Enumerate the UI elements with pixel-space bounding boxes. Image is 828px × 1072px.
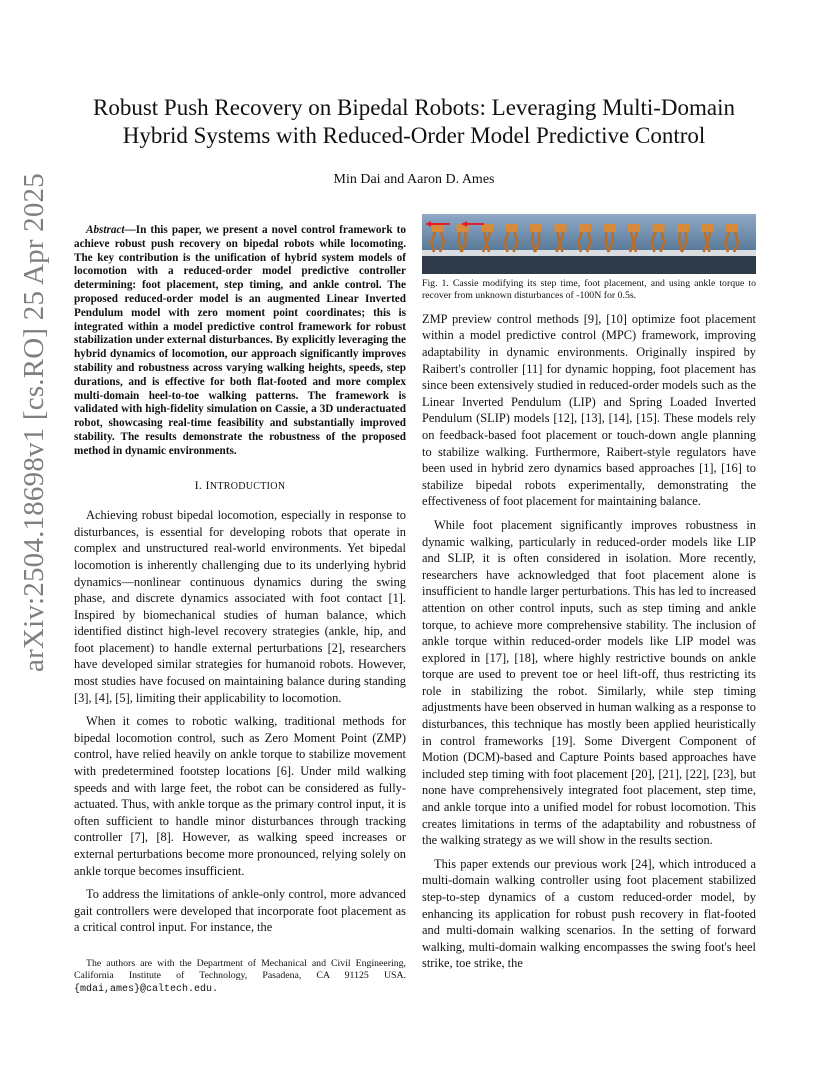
- paragraph: To address the limitations of ankle-only control, more advanced gait controllers were developed that incorporate foot placement as a critical control input. For instance, the: [74, 887, 406, 935]
- paper-authors: Min Dai and Aaron D. Ames: [333, 172, 495, 187]
- paragraph: While foot placement significantly improves robustness in dynamic walking, particularly in reduced-order models like LIP and SLIP, it is often considered in isolation. More recently, researchers have acknowledged that foot placement alone is insufficient to handle larger perturbations. This has led to increased attention on other control inputs, such as step timing and ankle torque, to achieve more comprehensive stability. The inclusion of ankle torque within reduced-order models like LIP model was explored in [17], [18], where highly restrictive bounds on ankle torque are used to prevent toe or heel lift-off, thus restricting its role in stabilizing the robot. Similarly, while step timing adjustments have been observed in human walking as a response to disturbances, this technique has mostly been applied heuristically in control frameworks [19]. Some Divergent Component of Motion (DCM)-based and Capture Points based approaches have included step timing with foot placement [20], [21], [22], [23], but none have comprehensively integrated foot placement, step time, and ankle torque into a unified model for robust locomotion. This creates limitations in terms of the adaptability and robustness of the walking strategy as we will show in the results section.: [422, 517, 756, 848]
- paragraph: This paper extends our previous work [24], which introduced a multi-domain walking controller using foot placement stabilized step-to-step dynamics of a custom reduced-order model, by enhancing its application for robust push recovery in flat-footed and multi-domain walking scenarios. In the setting of forward walking, multi-domain walking encompasses the swing foot's heel strike, toe strike, the: [422, 856, 756, 971]
- title-line-1: Robust Push Recovery on Bipedal Robots: Leveraging Multi-Domain: [92, 95, 735, 120]
- right-column: [422, 214, 756, 979]
- paragraph: When it comes to robotic walking, traditional methods for bipedal locomotion control, such as Zero Moment Point (ZMP) control, have relied heavily on ankle torque to stabilize movement with predetermined footstep locations [6]. Under mild walking speeds and with large feet, the robot can be considered as fully-actuated. Thus, with ankle torque as the primary control input, it is often sufficient to handle minor disturbances through tracking controller [7], [8]. However, as walking speed increases or external perturbations become more pronounced, relying solely on ankle torque becomes insufficient.: [74, 714, 406, 878]
- arxiv-identifier-stamp: arXiv:2504.18698v1 [cs.RO] 25 Apr 2025: [18, 173, 50, 672]
- title-line-2: Hybrid Systems with Reduced-Order Model Predictive Control: [122, 123, 706, 148]
- footnote-affiliation: The authors are with the Department of Mechanical and Civil Engineering, California Institute of Technology, Pasadena, CA 91125 USA.: [74, 958, 406, 982]
- footnote-email: {mdai,ames}@caltech.edu.: [74, 983, 219, 995]
- figure-1-cassie-sequence: [422, 214, 756, 274]
- abstract: [74, 224, 406, 459]
- abstract-text: —In this paper, we present a novel control framework to achieve robust push recovery on bipedal robots while locomoting. The key contribution is the unification of hybrid system models of locomotion with a reduced-order model predictive controller determining: foot placement, step timing, and ankle control. The proposed reduced-order model is an augmented Linear Inverted Pendulum model with zero moment point coordinates; this is integrated within a model predictive control framework for robust stabilization under external disturbances. By explicitly leveraging the hybrid dynamics of locomotion, our approach significantly improves stability and robustness across varying walking heights, speeds, step durations, and is effective for both flat-footed and more complex multi-domain heel-to-toe walking patterns. The framework is validated with high-fidelity simulation on Cassie, a 3D underactuated robot, showcasing real-time feasibility and substantially improved stability. The results demonstrate the robustness of the proposed method in dynamic environments.: [74, 224, 406, 457]
- abstract-label: Abstract: [86, 224, 125, 236]
- left-column: [74, 224, 406, 943]
- figure-1-caption: Fig. 1. Cassie modifying its step time, foot placement, and using ankle torque to recover from unknown disturbances of -100N for 0.5s.: [422, 278, 756, 302]
- section-heading-introduction: I. INTRODUCTION: [194, 477, 286, 492]
- paragraph: ZMP preview control methods [9], [10] optimize foot placement within a model predictive control (MPC) framework, improving adaptability in dynamic environments. Originally inspired by Raibert's controller [11] for dynamic hopping, foot placement has since been extensively studied in reduced-order models such as the Linear Inverted Pendulum (LIP) and Spring Loaded Inverted Pendulum (SLIP) models [12], [13], [14], [15]. These models rely on feedback-based foot placement or touch-down angle planning to stabilize walking. Furthermore, Raibert-style regulators have been used in hybrid zero dynamics based approaches [1], [16] to stabilize bipedal robots experimentally, demonstrating the effectiveness of foot placement for maintaining balance.: [422, 311, 756, 509]
- paper-title: [80, 94, 748, 150]
- author-footnote: [74, 958, 406, 996]
- paragraph: Achieving robust bipedal locomotion, especially in response to disturbances, is essential for developing robots that operate in complex and unstructured real-world environments. Yet bipedal locomotion is inherently challenging due to its underlying hybrid dynamics—nonlinear continuous dynamics during the swing phase, and discrete dynamics associated with foot contact [1]. Inspired by biomechanical studies of human balance, which identified distinct high-level recovery strategies (ankle, hip, and foot placement) to handle external perturbations [2], researchers have developed similar strategies for humanoid robots. However, most studies have focused on maintaining balance during standing [3], [4], [5], limiting their applicability to locomotion.: [74, 508, 406, 705]
- figure-1-image: [422, 214, 756, 274]
